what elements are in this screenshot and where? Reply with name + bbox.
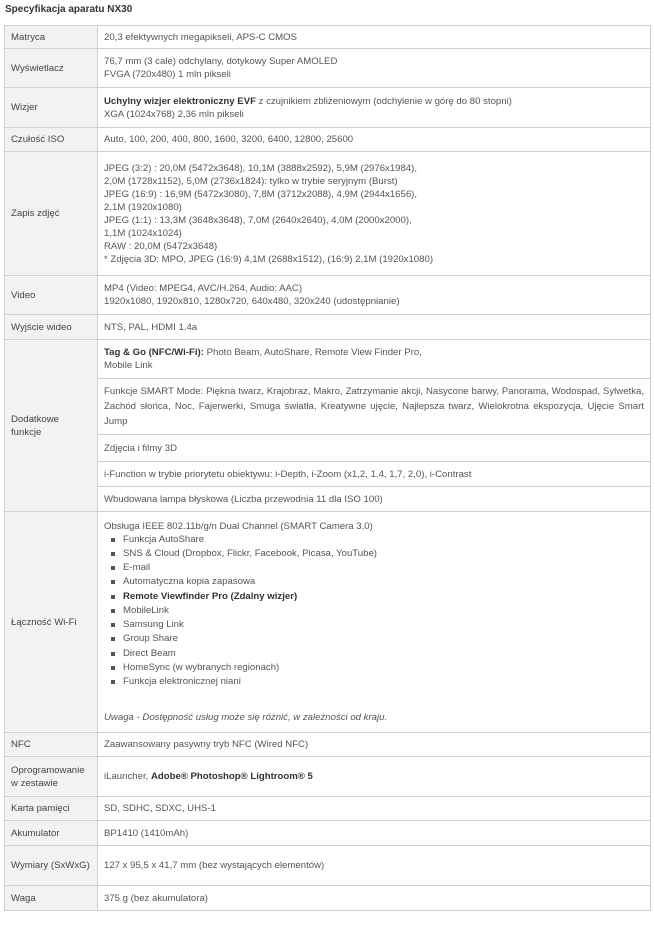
- value-line: Mobile Link: [104, 360, 153, 371]
- table-row: [5, 340, 651, 379]
- value-bold: Tag & Go (NFC/Wi-Fi):: [104, 347, 204, 358]
- value-text: Photo Beam, AutoShare, Remote View Finder Pro,: [203, 347, 422, 358]
- list-item: Funkcja AutoShare: [123, 533, 644, 547]
- table-row: [5, 512, 651, 733]
- row-value: Funkcje SMART Mode: Piękna twarz, Krajobraz, Makro, Zatrzymanie akcji, Nasycone barwy, Panorama, Wodospad, Sylwetka, Zachód słońca, Noc, Fajerwerki, Smuga światła, Kreatywne ujęcie, Najlepsza twarz, Wielokrotna ekspozycja, Ujęcie Smart Jump: [98, 379, 651, 435]
- row-value: Zaawansowany pasywny tryb NFC (Wired NFC): [98, 733, 651, 757]
- row-label: Matryca: [5, 26, 98, 49]
- list-item: Group Share: [123, 632, 644, 646]
- list-item: Remote Viewfinder Pro (Zdalny wizjer): [123, 590, 644, 604]
- table-row: [5, 487, 651, 512]
- row-value: NTS, PAL, HDMI 1.4a: [98, 315, 651, 340]
- row-value: [98, 88, 651, 128]
- table-row: [5, 26, 651, 49]
- row-label: Wizjer: [5, 88, 98, 128]
- list-item: Samsung Link: [123, 618, 644, 632]
- wifi-note: Uwaga - Dostępność usług może się różnić, w zależności od kraju.: [104, 712, 388, 724]
- value-line: Obsługa IEEE 802.11b/g/n Dual Channel (SMART Camera 3.0): [104, 520, 373, 532]
- list-item: HomeSync (w wybranych regionach): [123, 661, 644, 675]
- table-row: [5, 733, 651, 757]
- value-line: * Zdjęcia 3D: MPO, JPEG (16:9) 4,1M (2688x1512), (16:9) 2,1M (1920x1080): [104, 253, 434, 265]
- page-title: Specyfikacja aparatu NX30: [5, 4, 133, 15]
- value-text: z czujnikiem zbliżeniowym (odchylenie w górę do 80 stopni): [255, 95, 512, 107]
- row-value: [98, 340, 651, 379]
- row-value: Auto, 100, 200, 400, 800, 1600, 3200, 6400, 12800, 25600: [98, 128, 651, 152]
- value-line: JPEG (1:1) : 13,3M (3648x3648), 7,0M (2640x2640), 4,0M (2000x2000),: [104, 214, 412, 226]
- row-label: Wymiary (SxWxG): [5, 846, 98, 886]
- table-row: [5, 379, 651, 435]
- list-item: Automatyczna kopia zapasowa: [123, 575, 644, 589]
- spec-table: [4, 25, 651, 911]
- row-value: [98, 276, 651, 315]
- row-label: Waga: [5, 886, 98, 911]
- table-row: [5, 88, 651, 128]
- value-line: MP4 (Video: MPEG4, AVC/H.264, Audio: AAC): [104, 283, 303, 294]
- list-item: MobileLink: [123, 604, 644, 618]
- row-value: Wbudowana lampa błyskowa (Liczba przewodnia 11 dla ISO 100): [98, 487, 651, 512]
- value-line: JPEG (16:9) : 16,9M (5472x3080), 7,8M (3712x2088), 4,9M (2944x1656),: [104, 188, 418, 200]
- table-row: [5, 757, 651, 797]
- row-value: i-Function w trybie priorytetu obiektywu: i-Depth, i-Zoom (x1,2, 1.4, 1,7, 2,0), i-Contrast: [98, 462, 651, 487]
- list-item: Funkcja elektronicznej niani: [123, 675, 644, 689]
- row-label: Video: [5, 276, 98, 315]
- table-row: [5, 276, 651, 315]
- value-line: RAW : 20,0M (5472x3648): [104, 240, 218, 252]
- value-bold: Adobe® Photoshop® Lightroom® 5: [150, 771, 313, 782]
- row-value: Zdjęcia i filmy 3D: [98, 435, 651, 462]
- row-label: Karta pamięci: [5, 797, 98, 821]
- value-bold: Uchylny wizjer elektroniczny EVF: [104, 95, 256, 107]
- table-row: [5, 49, 651, 88]
- row-value: 127 x 95,5 x 41,7 mm (bez wystających elementów): [98, 846, 651, 886]
- value-line: 76,7 mm (3 cale) odchylany, dotykowy Super AMOLED: [104, 56, 338, 67]
- table-row: [5, 435, 651, 462]
- row-value: [98, 512, 651, 733]
- row-label: Dodatkowe funkcje: [5, 340, 98, 512]
- row-value: 20,3 efektywnych megapikseli, APS-C CMOS: [98, 26, 651, 49]
- value-line: 2,1M (1920x1080): [104, 201, 182, 213]
- row-value: BP1410 (1410mAh): [98, 821, 651, 846]
- row-value: 375 g (bez akumulatora): [98, 886, 651, 911]
- table-row: [5, 462, 651, 487]
- row-label: Czułość ISO: [5, 128, 98, 152]
- value-line: JPEG (3:2) : 20,0M (5472x3648), 10,1M (3888x2592), 5,9M (2976x1984),: [104, 162, 418, 174]
- table-row: [5, 152, 651, 276]
- value-text: iLauncher,: [104, 771, 151, 782]
- row-label: Wyjście wideo: [5, 315, 98, 340]
- row-label: Zapis zdjęć: [5, 152, 98, 276]
- row-value: SD, SDHC, SDXC, UHS-1: [98, 797, 651, 821]
- list-item: SNS & Cloud (Dropbox, Flickr, Facebook, Picasa, YouTube): [123, 547, 644, 561]
- wifi-feature-list: [104, 533, 644, 689]
- value-line: 2,0M (1728x1152), 5,0M (2736x1824): tylko w trybie seryjnym (Burst): [104, 175, 398, 187]
- table-row: [5, 821, 651, 846]
- value-line: XGA (1024x768) 2,36 mln pikseli: [104, 108, 244, 120]
- value-line: 1,1M (1024x1024): [104, 227, 182, 239]
- table-row: [5, 886, 651, 911]
- row-label: Łączność Wi-Fi: [5, 512, 98, 733]
- row-label: Wyświetlacz: [5, 49, 98, 88]
- list-item: Direct Beam: [123, 647, 644, 661]
- row-value: [98, 49, 651, 88]
- table-row: [5, 797, 651, 821]
- value-line: FVGA (720x480) 1 mln pikseli: [104, 69, 231, 80]
- row-label: NFC: [5, 733, 98, 757]
- list-item: E-mail: [123, 561, 644, 575]
- row-value: [98, 152, 651, 276]
- row-value: [98, 757, 651, 797]
- table-row: [5, 846, 651, 886]
- row-label: Akumulator: [5, 821, 98, 846]
- row-label: Oprogramowanie w zestawie: [5, 757, 98, 797]
- table-row: [5, 315, 651, 340]
- table-row: [5, 128, 651, 152]
- value-line: 1920x1080, 1920x810, 1280x720, 640x480, 320x240 (udostępnianie): [104, 296, 400, 307]
